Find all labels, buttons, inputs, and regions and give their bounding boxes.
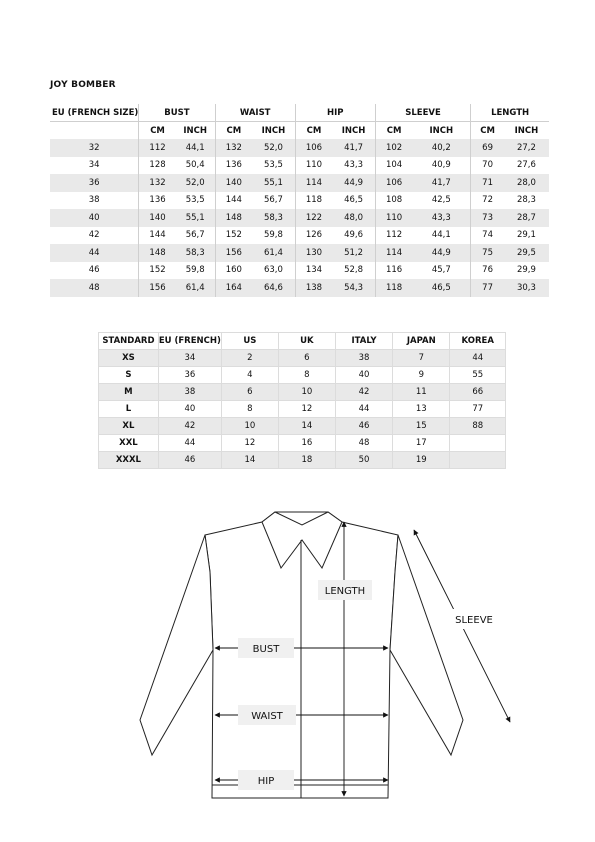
table-cell: 9 (393, 367, 450, 384)
table-cell: M (99, 384, 159, 401)
table-cell: 108 (375, 192, 412, 210)
table-row (99, 401, 506, 418)
table-cell: 44,1 (431, 230, 451, 241)
table-cell: 51,2 (344, 247, 364, 258)
table-cell: 34 (158, 350, 221, 367)
table-cell: 160 (215, 262, 252, 280)
table-cell: 44 (450, 350, 506, 367)
table-row (99, 418, 506, 435)
table-cell: 102 (375, 139, 412, 157)
table-cell: 114 (295, 174, 332, 192)
table-cell: 28,3 (516, 195, 536, 206)
table-cell: 152 (215, 227, 252, 245)
table-cell: 55 (450, 367, 506, 384)
table-cell: 32 (88, 142, 100, 153)
table-cell: 132 (215, 139, 252, 157)
table-cell: 164 (215, 279, 252, 297)
table-cell: 112 (375, 227, 412, 245)
conversion-table-body (99, 350, 506, 469)
table-cell: 138 (295, 279, 332, 297)
table-cell: 116 (375, 262, 412, 280)
table-cell: 40 (158, 401, 221, 418)
table-cell: 48 (88, 282, 100, 293)
table-cell: 130 (295, 244, 332, 262)
table-cell: 12 (278, 401, 335, 418)
table-row (99, 384, 506, 401)
table-cell: 40 (88, 212, 100, 223)
table-row (99, 367, 506, 384)
table-cell: 34 (88, 160, 100, 171)
table-cell: 53,5 (263, 160, 283, 171)
table-cell: 44,9 (431, 247, 451, 258)
table-cell: 106 (295, 139, 332, 157)
table-cell: 64,6 (263, 282, 283, 293)
table-row (50, 244, 549, 262)
subheader-cm: CM (295, 122, 332, 140)
table-row (50, 139, 549, 157)
table-cell: 56,7 (185, 230, 205, 241)
table-cell: 40 (335, 367, 392, 384)
subheader-inch: INCH (261, 125, 286, 136)
header-eu-size: EU (FRENCH SIZE) (50, 104, 139, 122)
table-cell: XL (99, 418, 159, 435)
conversion-table (98, 332, 506, 469)
table-row (50, 227, 549, 245)
table-cell: 112 (139, 139, 176, 157)
waist-label: WAIST (251, 711, 283, 722)
header-waist: WAIST (215, 104, 295, 122)
table-cell: 55,1 (263, 177, 283, 188)
table-cell: 134 (295, 262, 332, 280)
table-row (50, 209, 549, 227)
table-cell: 156 (215, 244, 252, 262)
table-cell: 12 (221, 435, 278, 452)
table-cell: 53,5 (185, 195, 205, 206)
table-cell: 27,2 (516, 142, 536, 153)
header-cell: STANDARD (99, 333, 159, 350)
table-cell: 156 (139, 279, 176, 297)
table-cell: 76 (471, 262, 504, 280)
table-cell: 122 (295, 209, 332, 227)
table-cell: 52,0 (185, 177, 205, 188)
table-cell: 71 (471, 174, 504, 192)
table-cell: 59,8 (263, 230, 283, 241)
table-cell: 136 (215, 157, 252, 175)
conversion-table-header (99, 333, 506, 350)
header-cell: JAPAN (393, 333, 450, 350)
table-cell: 14 (221, 452, 278, 469)
table-cell: 40,2 (431, 142, 451, 153)
table-cell: 11 (393, 384, 450, 401)
table-cell: 144 (139, 227, 176, 245)
header-bust: BUST (139, 104, 215, 122)
table-cell: 28,0 (516, 177, 536, 188)
sleeve-label: SLEEVE (455, 615, 493, 626)
table-cell: 132 (139, 174, 176, 192)
table-cell: L (99, 401, 159, 418)
table-cell: 2 (221, 350, 278, 367)
table-cell: 42 (335, 384, 392, 401)
table-cell: 148 (215, 209, 252, 227)
header-cell: ITALY (335, 333, 392, 350)
table-cell: 36 (88, 177, 100, 188)
table-cell: 136 (139, 192, 176, 210)
table-cell: 4 (221, 367, 278, 384)
table-cell: 43,3 (344, 160, 364, 171)
table-cell: 48 (335, 435, 392, 452)
table-cell: 110 (295, 157, 332, 175)
table-cell: 44,1 (185, 142, 205, 153)
table-cell: 77 (471, 279, 504, 297)
header-sleeve: SLEEVE (375, 104, 470, 122)
header-cell: UK (278, 333, 335, 350)
table-cell: 63,0 (263, 265, 283, 276)
table-cell: 48,0 (344, 212, 364, 223)
subheader-inch: INCH (183, 125, 208, 136)
table-cell: 73 (471, 209, 504, 227)
table-cell: 42 (158, 418, 221, 435)
table-cell: 88 (450, 418, 506, 435)
header-cell: EU (FRENCH) (158, 333, 221, 350)
table-cell: 46 (158, 452, 221, 469)
table-cell: 14 (278, 418, 335, 435)
size-table-subheader (50, 122, 549, 140)
table-row (50, 192, 549, 210)
size-table-header (50, 104, 549, 122)
table-cell: 13 (393, 401, 450, 418)
table-row (99, 350, 506, 367)
subheader-cm: CM (375, 122, 412, 140)
subheader-inch: INCH (341, 125, 366, 136)
table-cell: 140 (139, 209, 176, 227)
table-cell: 66 (450, 384, 506, 401)
table-cell: 30,3 (516, 282, 536, 293)
table-cell: 74 (471, 227, 504, 245)
table-cell: 54,3 (344, 282, 364, 293)
table-cell: 42 (88, 230, 100, 241)
length-label: LENGTH (324, 586, 366, 597)
table-cell: 46,5 (431, 282, 451, 293)
table-cell: 118 (295, 192, 332, 210)
table-cell: 58,3 (185, 247, 205, 258)
table-cell: 75 (471, 244, 504, 262)
table-cell: 40,9 (431, 160, 451, 171)
table-cell: 28,7 (516, 212, 536, 223)
table-cell: 38 (158, 384, 221, 401)
table-cell: 29,9 (516, 265, 536, 276)
table-row (99, 435, 506, 452)
table-cell: 46,5 (344, 195, 364, 206)
table-row (50, 262, 549, 280)
subheader-cm: CM (215, 122, 252, 140)
table-cell: 104 (375, 157, 412, 175)
table-cell: 46 (88, 265, 100, 276)
subheader-cm: CM (471, 122, 504, 140)
table-cell: 27,6 (516, 160, 536, 171)
table-cell: 44 (335, 401, 392, 418)
header-hip: HIP (295, 104, 375, 122)
table-cell: 8 (221, 401, 278, 418)
table-cell: 52,0 (263, 142, 283, 153)
table-cell: XXL (99, 435, 159, 452)
table-row (50, 157, 549, 175)
table-cell: 114 (375, 244, 412, 262)
table-cell (450, 435, 506, 452)
table-cell: 152 (139, 262, 176, 280)
table-cell: 58,3 (263, 212, 283, 223)
subheader-inch: INCH (514, 125, 539, 136)
table-cell: 41,7 (344, 142, 364, 153)
table-cell: 8 (278, 367, 335, 384)
table-cell: 118 (375, 279, 412, 297)
table-cell: 50,4 (185, 160, 205, 171)
table-cell: 69 (471, 139, 504, 157)
table-cell: 72 (471, 192, 504, 210)
table-cell: 18 (278, 452, 335, 469)
table-cell: 106 (375, 174, 412, 192)
subheader-inch: INCH (429, 125, 454, 136)
table-cell: 19 (393, 452, 450, 469)
table-cell: 126 (295, 227, 332, 245)
table-cell: 44 (88, 247, 100, 258)
table-cell: 17 (393, 435, 450, 452)
table-cell: 38 (88, 195, 100, 206)
subheader-empty (50, 122, 139, 140)
table-cell: 148 (139, 244, 176, 262)
header-cell: KOREA (450, 333, 506, 350)
table-cell: 6 (278, 350, 335, 367)
table-cell (450, 452, 506, 469)
table-cell: 42,5 (431, 195, 451, 206)
table-cell: 45,7 (431, 265, 451, 276)
table-row (99, 452, 506, 469)
header-length: LENGTH (471, 104, 549, 122)
table-cell: 46 (335, 418, 392, 435)
table-cell: 29,5 (516, 247, 536, 258)
table-cell: 10 (278, 384, 335, 401)
table-row (50, 279, 549, 297)
table-cell: 77 (450, 401, 506, 418)
table-cell: 140 (215, 174, 252, 192)
table-cell: S (99, 367, 159, 384)
table-cell: 16 (278, 435, 335, 452)
size-table (50, 104, 549, 297)
table-cell: 70 (471, 157, 504, 175)
table-cell: 6 (221, 384, 278, 401)
table-cell: 15 (393, 418, 450, 435)
table-cell: 10 (221, 418, 278, 435)
table-cell: 56,7 (263, 195, 283, 206)
bust-label: BUST (252, 644, 280, 655)
table-cell: 41,7 (431, 177, 451, 188)
table-cell: 36 (158, 367, 221, 384)
header-cell: US (221, 333, 278, 350)
table-cell: 49,6 (344, 230, 364, 241)
subheader-cm: CM (139, 122, 176, 140)
table-cell: 44 (158, 435, 221, 452)
jacket-outline (140, 512, 463, 798)
table-cell: 29,1 (516, 230, 536, 241)
table-cell: 61,4 (185, 282, 205, 293)
size-table-body (50, 139, 549, 297)
table-cell: 59,8 (185, 265, 205, 276)
page-title: JOY BOMBER (50, 80, 116, 90)
table-cell: 7 (393, 350, 450, 367)
table-row (50, 174, 549, 192)
hip-label: HIP (257, 776, 275, 787)
table-cell: XXXL (99, 452, 159, 469)
table-cell: 44,9 (344, 177, 364, 188)
table-cell: 128 (139, 157, 176, 175)
table-cell: XS (99, 350, 159, 367)
table-cell: 110 (375, 209, 412, 227)
table-cell: 61,4 (263, 247, 283, 258)
table-cell: 52,8 (344, 265, 364, 276)
jacket-diagram (0, 480, 595, 810)
table-cell: 50 (335, 452, 392, 469)
table-cell: 55,1 (185, 212, 205, 223)
table-cell: 144 (215, 192, 252, 210)
table-cell: 38 (335, 350, 392, 367)
table-cell: 43,3 (431, 212, 451, 223)
